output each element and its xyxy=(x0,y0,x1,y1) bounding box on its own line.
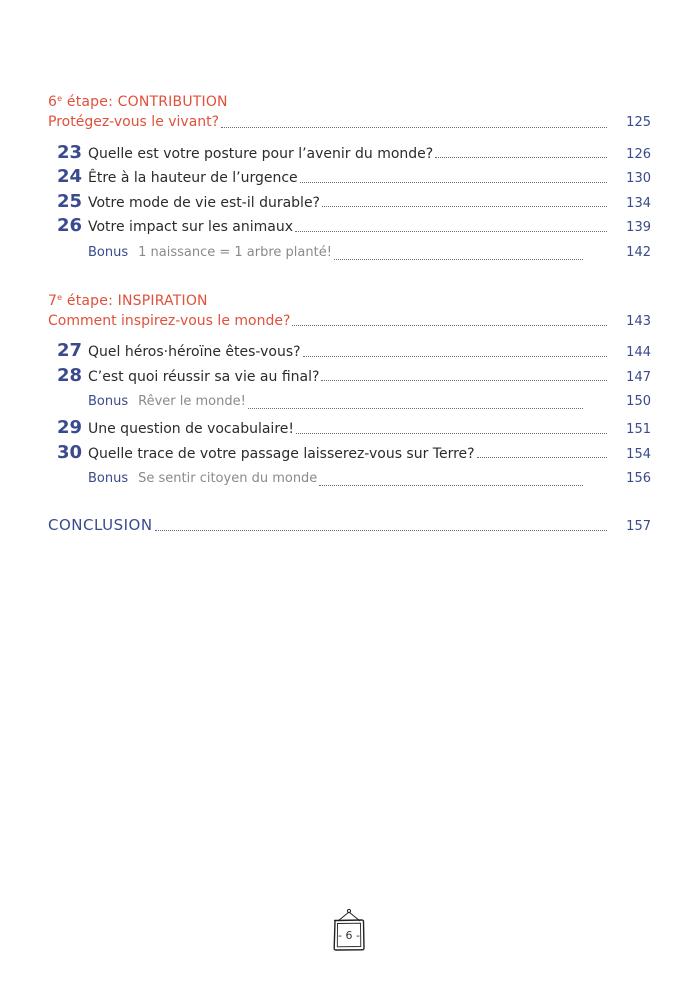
page-number: 125 xyxy=(626,115,651,130)
entry-label: CONCLUSION xyxy=(48,516,153,534)
toc-conclusion-entry[interactable] xyxy=(48,513,651,538)
entry-label: Votre mode de vie est-il durable? xyxy=(88,194,320,211)
entry-label: Quel héros·héroïne êtes-vous? xyxy=(88,344,301,360)
dot-leader xyxy=(319,484,583,486)
page-number: 151 xyxy=(626,422,651,437)
dot-leader xyxy=(334,258,583,260)
entry-label: Quelle trace de votre passage laisserez-vous sur Terre? xyxy=(88,445,475,462)
toc-bonus-entry[interactable] xyxy=(48,388,651,416)
dot-leader xyxy=(435,156,607,158)
step-title: 6e étape: CONTRIBUTION xyxy=(48,94,228,110)
toc-main-entry[interactable] xyxy=(48,309,651,334)
entry-number: 29 xyxy=(56,417,82,438)
bonus-label: 1 naissance = 1 arbre planté! xyxy=(138,244,332,260)
page-number: 147 xyxy=(626,369,651,385)
page-number: 142 xyxy=(626,244,651,260)
toc-entry[interactable] xyxy=(48,339,651,364)
toc-entry[interactable] xyxy=(48,141,651,166)
dot-leader xyxy=(221,126,607,128)
entry-label: Votre impact sur les animaux xyxy=(88,219,294,235)
toc-entry[interactable] xyxy=(48,190,651,215)
toc-entry[interactable] xyxy=(48,441,651,466)
section-step-6 xyxy=(48,88,651,267)
page-number: 134 xyxy=(626,195,651,211)
entry-label: C’est quoi réussir sa vie au final? xyxy=(88,368,320,385)
page-number: 150 xyxy=(626,394,651,409)
toc-bonus-entry[interactable] xyxy=(48,239,651,267)
entry-label: Quelle est votre posture pour l’avenir du monde? xyxy=(88,145,434,162)
bonus-label: Se sentir citoyen du monde xyxy=(138,471,318,486)
entry-number: 27 xyxy=(56,340,82,361)
dot-leader xyxy=(322,205,607,207)
entry-label: Une question de vocabulaire! xyxy=(88,421,294,437)
toc-entry[interactable] xyxy=(48,416,651,441)
page-number: 154 xyxy=(626,446,651,462)
entry-number: 28 xyxy=(56,364,82,386)
entry-label: Protégez-vous le vivant? xyxy=(48,114,220,130)
toc-main-entry[interactable] xyxy=(48,110,651,135)
toc-bonus-entry[interactable] xyxy=(48,465,651,493)
dot-leader xyxy=(292,324,607,326)
dot-leader xyxy=(295,230,607,232)
page-number: 139 xyxy=(626,220,651,235)
page-number: 156 xyxy=(626,471,651,486)
entry-number: 26 xyxy=(56,215,82,236)
toc-entry[interactable] xyxy=(48,214,651,239)
bonus-tag: Bonus xyxy=(88,394,129,409)
dot-leader xyxy=(155,529,607,531)
entry-number: 24 xyxy=(56,166,82,187)
section-step-7 xyxy=(48,287,651,494)
bonus-label: Rêver le monde! xyxy=(138,394,246,409)
entry-number: 30 xyxy=(56,441,82,463)
entry-number: 25 xyxy=(56,190,82,212)
bonus-tag: Bonus xyxy=(88,471,129,486)
toc-entry[interactable] xyxy=(48,364,651,389)
dot-leader xyxy=(296,432,607,434)
entry-number: 23 xyxy=(56,141,82,163)
footer-page-number: - 6 - xyxy=(338,929,360,942)
table-of-contents xyxy=(48,88,651,538)
dot-leader xyxy=(477,456,607,458)
dot-leader xyxy=(248,407,583,409)
page-number: 157 xyxy=(626,519,651,534)
page-number: 144 xyxy=(626,345,651,360)
page-number: 130 xyxy=(626,171,651,186)
step-title: 7e étape: INSPIRATION xyxy=(48,292,208,309)
dot-leader xyxy=(303,355,607,357)
page-number: 126 xyxy=(626,146,651,162)
toc-entry[interactable] xyxy=(48,165,651,190)
entry-label: Être à la hauteur de l’urgence xyxy=(88,170,298,186)
entry-label: Comment inspirez-vous le monde? xyxy=(48,312,291,329)
dot-leader xyxy=(300,181,607,183)
page-number: 143 xyxy=(626,313,651,329)
page-number-frame xyxy=(329,908,369,954)
bonus-tag: Bonus xyxy=(88,244,129,260)
dot-leader xyxy=(321,379,607,381)
